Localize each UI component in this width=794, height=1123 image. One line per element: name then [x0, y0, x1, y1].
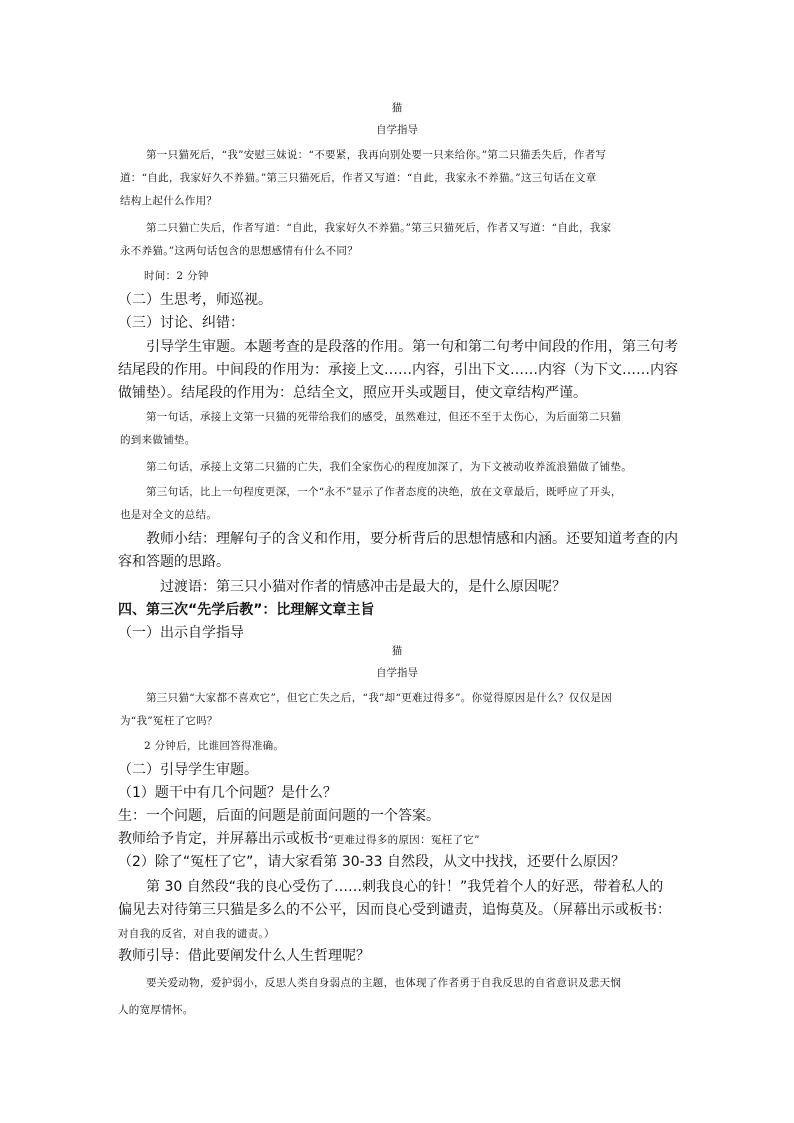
- section1-line: 道：“自此，我家好久不养猫。”第三只猫死后，作者又写道：“自此，我家永不养猫。”这三句话在文章: [120, 172, 597, 184]
- answer-line: 第三句话，比上一句程度更深，一个“永不”显示了作者态度的决绝，放在文章最后，既呼应了开头，: [146, 486, 622, 498]
- question-2: （2）除了“冤枉了它”，请大家看第 30-33 自然段，从文中找找，还要什么原因？: [118, 854, 625, 870]
- section4-title: 四、第三次“先学后教”：比理解文章主旨: [118, 602, 375, 618]
- teacher-summary-line: 容和答题的思路。: [118, 554, 230, 570]
- teacher-summary-line: 教师小结：理解句子的含义和作用，要分析背后的思想情感和内涵。还要知道考查的内: [146, 531, 678, 547]
- teacher-guidance: 教师引导：借此要阐发什么人生哲理呢？: [118, 948, 370, 964]
- answer-line: 也是对全文的总结。: [120, 509, 218, 521]
- section4-line: 2 分钟后，比谁回答得准确。: [144, 740, 285, 752]
- section4-heading: 猫: [391, 645, 403, 657]
- section1-line: 永不养猫。”这两句话包含的思想感情有什么不同？: [120, 245, 359, 257]
- conclusion-line: 人的宽厚情怀。: [118, 1004, 194, 1016]
- section1-heading: 猫: [391, 102, 403, 114]
- teacher-note-1: [118, 828, 480, 848]
- answer-1: 生：一个问题，后面的问题是前面问题的一个答案。: [118, 808, 440, 824]
- section1-subheading: 自学指导: [376, 124, 418, 136]
- teacher-note-1-quote: “更难过得多的原因：冤枉了它”: [328, 834, 480, 846]
- section4-sub1: （一）出示自学指导: [118, 625, 244, 641]
- part3-heading: （三）讨论、纠错：: [118, 315, 244, 331]
- answer-line: 的到来做铺垫。: [120, 434, 196, 446]
- analysis-line: 结尾段的作用。中间段的作用为：承接上文……内容，引出下文……内容（为下文……内容: [118, 362, 678, 378]
- answer-line: 第二句话，承接上文第二只猫的亡失，我们全家伤心的程度加深了，为下文被动收养流浪猫做了铺垫。: [146, 461, 632, 473]
- board-note: 对自我的反省，对自我的谴责。）: [118, 928, 275, 940]
- section1-line: 第一只猫死后，“我”安慰三妹说：“不要紧，我再向别处要一只来给你。”第二只猫丢失后，作者写: [146, 149, 607, 161]
- section4-line: 为“我”冤枉了它吗？: [120, 715, 218, 727]
- paragraph-30-line: 第 30 自然段“我的良心受伤了……刺我良心的针！”我凭着个人的好恶，带着私人的: [146, 879, 664, 895]
- section4-line: 第三只猫“大家都不喜欢它”，但它亡失之后，“我”却“更难过得多”。你觉得原因是什么？仅仅是因: [146, 692, 613, 704]
- conclusion-line: 要关爱动物，爱护弱小，反思人类自身弱点的主题，也体现了作者勇于自我反思的自省意识及悲天悯: [146, 977, 622, 989]
- section1-line: 第二只猫亡失后，作者写道：“自此，我家好久不养猫。”第三只猫死后，作者又写道：“自此，我家: [146, 222, 612, 234]
- answer-line: 第一句话，承接上文第一只猫的死带给我们的感受，虽然难过，但还不至于太伤心，为后面第二只猫: [146, 411, 622, 423]
- transition-line: 过渡语：第三只小猫对作者的情感冲击是最大的，是什么原因呢？: [160, 579, 566, 595]
- section4-subheading: 自学指导: [376, 667, 418, 679]
- analysis-line: 做铺垫）。结尾段的作用为：总结全文，照应开头或题目，使文章结构严谨。: [118, 385, 587, 401]
- analysis-line: 引导学生审题。本题考查的是段落的作用。第一句和第二句考中间段的作用，第三句考: [146, 339, 678, 355]
- section4-sub2: （二）引导学生审题。: [118, 762, 258, 778]
- teacher-note-1-main: 教师给予肯定，并屏幕出示或板书: [118, 831, 328, 847]
- part2-heading: （二）生思考，师巡视。: [118, 292, 272, 308]
- section1-line: 结构上起什么作用？: [120, 195, 218, 207]
- paragraph-30-line: 偏见去对待第三只猫是多么的不公平，因而良心受到谴责，追悔莫及。（屏幕出示或板书：: [118, 902, 671, 918]
- time-note: 时间：2 分钟: [144, 270, 209, 282]
- question-1: （1）题干中有几个问题？是什么？: [118, 785, 337, 801]
